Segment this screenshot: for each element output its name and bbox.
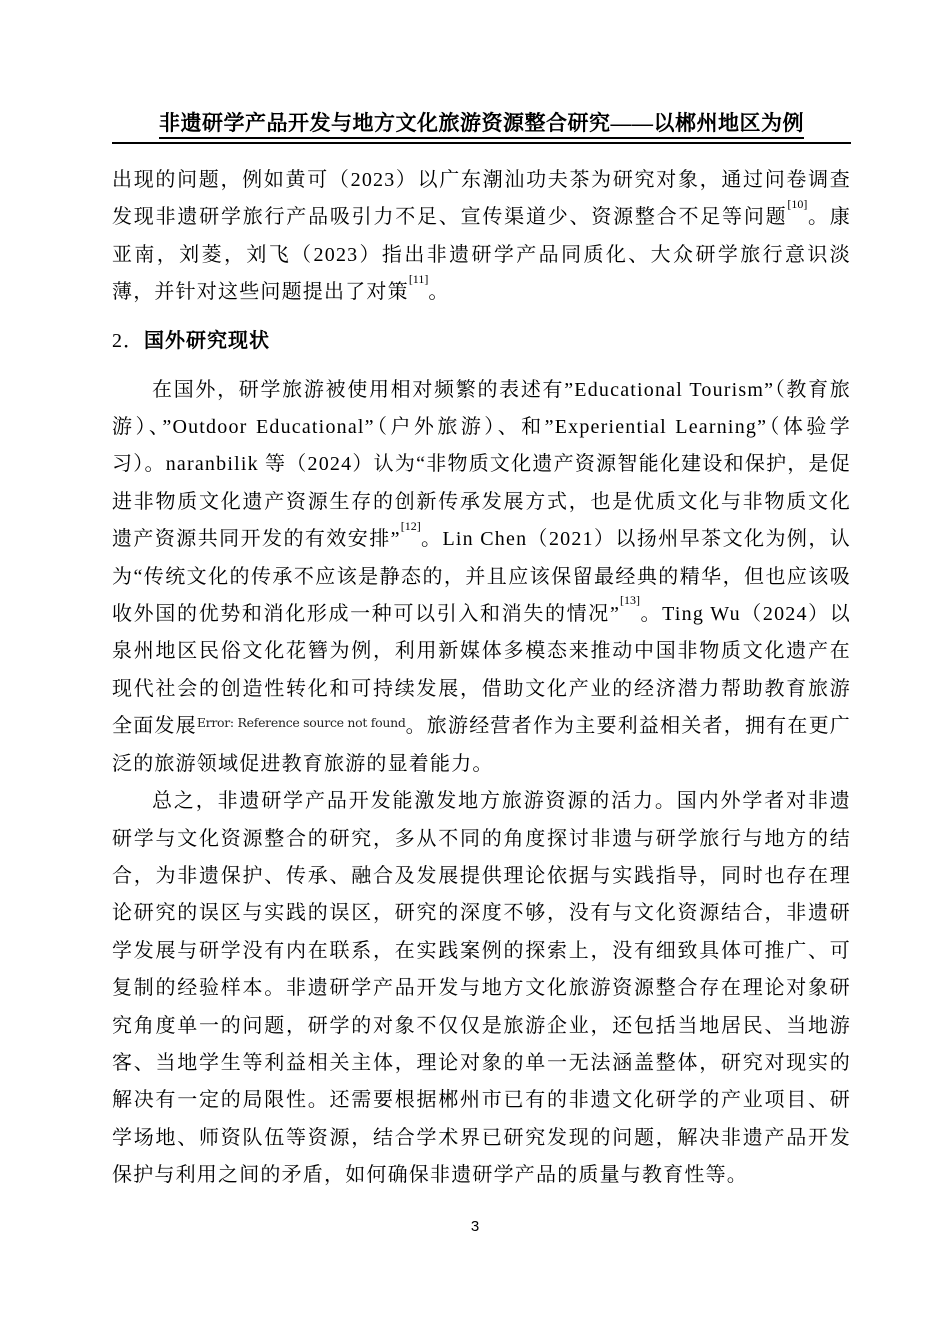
citation-ref-10: [10] — [787, 196, 808, 211]
citation-ref-11: [11] — [408, 271, 429, 286]
citation-ref-13: [13] — [620, 593, 641, 608]
section-heading — [112, 326, 851, 356]
paragraph-text: 。Ting Wu（2024）以泉州地区民俗文化花簪为例，利用新媒体多模态来推动中国非物质文化遗产在现代社会的创造性转化和可持续发展，借助文化产业的经济潜力帮助教育旅游全面发展 — [112, 603, 851, 738]
paragraph-text: 。 — [428, 281, 450, 304]
document-body — [112, 162, 851, 1195]
paragraph-1 — [112, 162, 851, 312]
page-title: 非遗研学产品开发与地方文化旅游资源整合研究——以郴州地区为例 — [159, 111, 804, 135]
page-number: 3 — [470, 1218, 480, 1235]
section-number: 2． — [112, 329, 144, 352]
citation-ref-12: [12] — [400, 518, 421, 533]
paragraph-3 — [112, 783, 851, 1194]
page-footer — [0, 1218, 950, 1236]
paragraph-2 — [112, 372, 851, 783]
paragraph-text: 在国外，研学旅游被使用相对频繁的表述有”Educational Tourism”（教育旅游）、”Outdoor Educational”（户外旅游）、和”Experiential Learning”（体验学习）。naranbilik 等（2024）认为“非物质文化遗产资源智能化建设和保护，是促进非物质文化遗产资源生存的创新传承发展方式，也是优质文化与非物质文化遗产资源共同开发的有效安排” — [112, 378, 851, 551]
paragraph-text: 。旅游经营者作为主要利益相关者，拥有在更广泛的旅游领域促进教育旅游的显着能力。 — [112, 715, 851, 775]
section-title: 国外研究现状 — [144, 329, 270, 352]
paragraph-text: 。Lin Chen（2021）以扬州早茶文化为例，认为“传统文化的传承不应该是静态的，并且应该保留最经典的精华，但也应该吸收外国的优势和消化形成一种可以引入和消失的情况” — [112, 528, 851, 626]
broken-reference-note: Error: Reference source not found — [196, 715, 406, 731]
paragraph-text: 出现的问题，例如黄可（2023）以广东潮汕功夫茶为研究对象，通过问卷调查发现非遗研学旅行产品吸引力不足、宣传渠道少、资源整合不足等问题 — [112, 169, 851, 229]
paragraph-text: 。康亚南，刘菱，刘飞（2023）指出非遗研学产品同质化、大众研学旅行意识淡薄，并针对这些问题提出了对策 — [112, 206, 851, 304]
paragraph-text: 总之，非遗研学产品开发能激发地方旅游资源的活力。国内外学者对非遗研学与文化资源整合的研究，多从不同的角度探讨非遗与研学旅行与地方的结合，为非遗保护、传承、融合及发展提供理论依据与实践指导，同时也存在理论研究的误区与实践的误区，研究的深度不够，没有与文化资源结合，非遗研学发展与研学没有内在联系，在实践案例的探索上，没有细致具体可推广、可复制的经验样本。非遗研学产品开发与地方文化旅游资源整合存在理论对象研究角度单一的问题，研学的对象不仅仅是旅游企业，还包括当地居民、当地游客、当地学生等利益相关主体，理论对象的单一无法涵盖整体，研究对现实的解决有一定的局限性。还需要根据郴州市已有的非遗文化研学的产业项目、研学场地、师资队伍等资源，结合学术界已研究发现的问题，解决非遗产品开发保护与利用之间的矛盾，如何确保非遗研学产品的质量与教育性等。 — [112, 790, 851, 1187]
document-header — [112, 108, 851, 144]
